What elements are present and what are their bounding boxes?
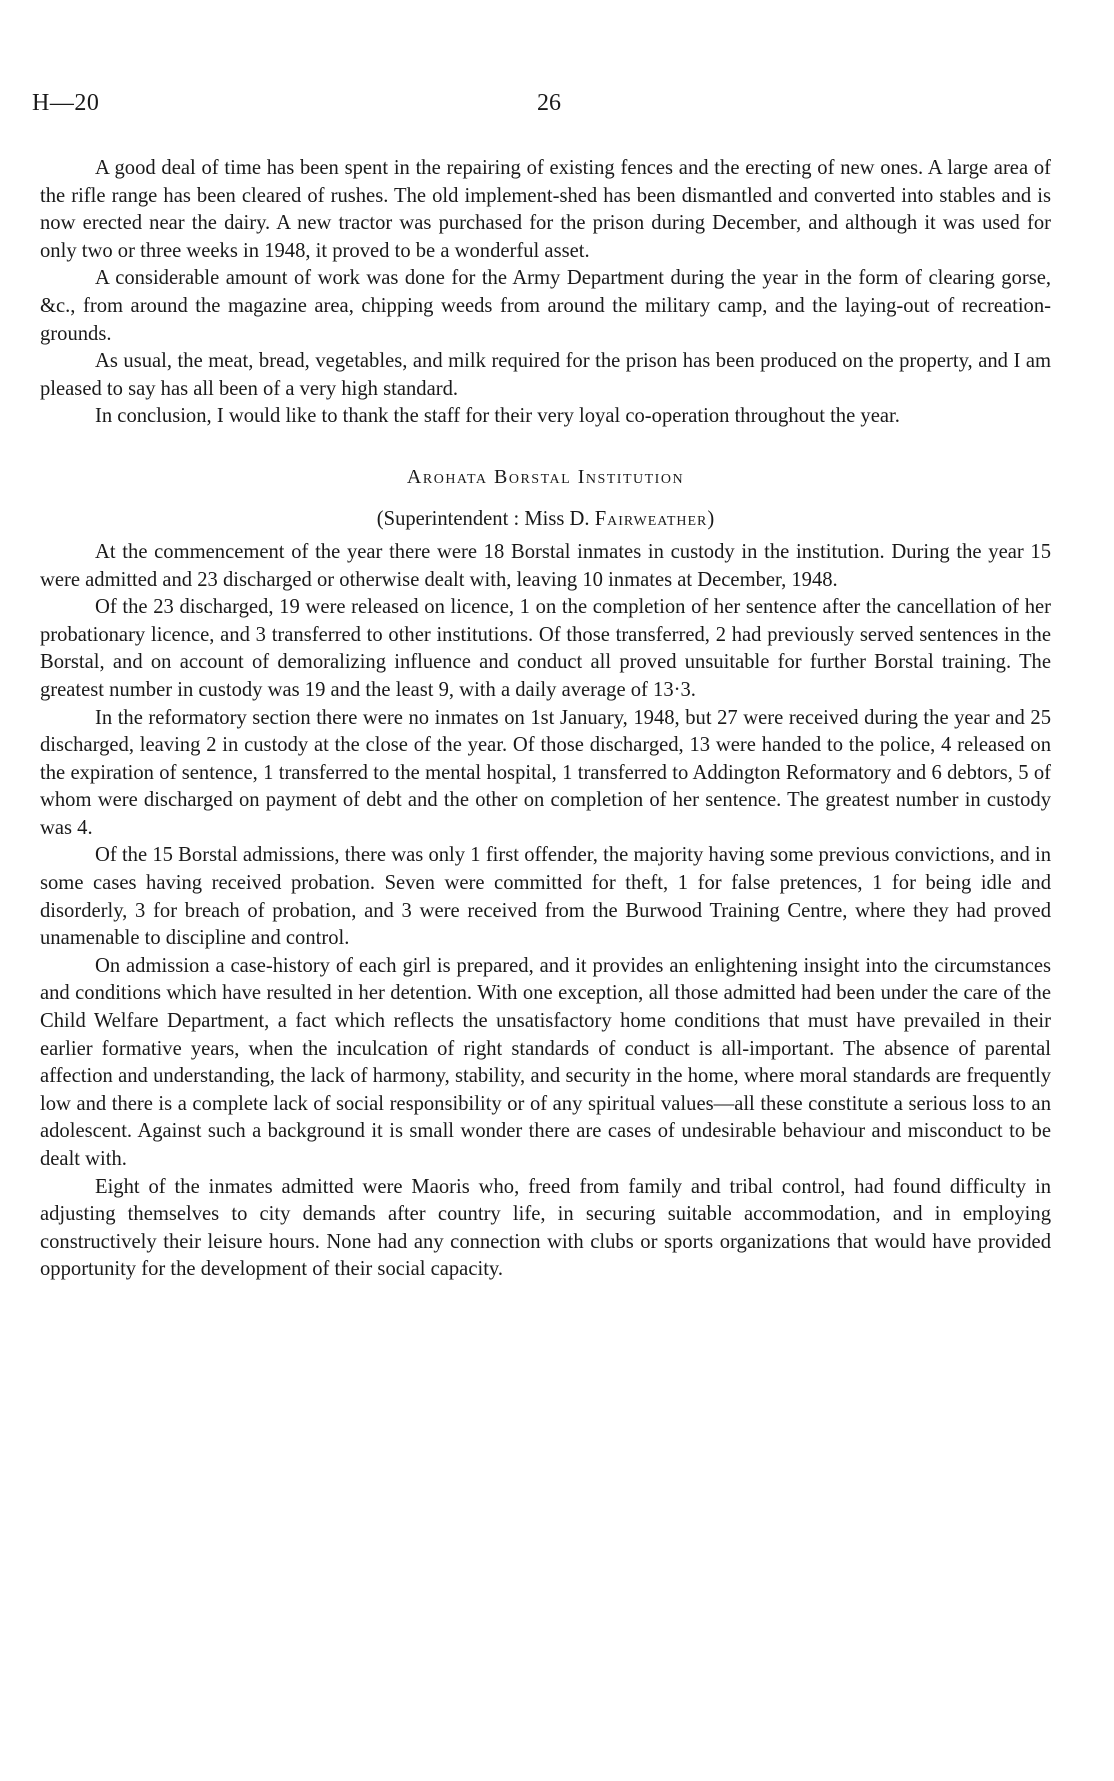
subtitle-suffix: ) [707,507,715,530]
paragraph: On admission a case-history of each girl is prepared, and it provides an enlightening insight into the circumstances and conditions which have resulted in her detention. With one exception, all those admitted had been under the care of the Child Welfare Department, a fact which reflects the unsatisfactory home conditions that must have prevailed in their earlier formative years, when the inculcation of right standards of conduct is all-important. The absence of parental affection and understanding, the lack of harmony, stability, and security in the home, where moral standards are frequently low and there is a complete lack of social responsibility or of any spiritual values—all these constitute a serious loss to an adolescent. Against such a background it is small wonder there are cases of undesirable behaviour and misconduct to be dealt with. [40,954,1051,1170]
paragraph: Eight of the inmates admitted were Maoris who, freed from family and tribal control, had found difficulty in adjusting themselves to city demands after country life, in securing suitable accommodation, and in employing constructively their leisure hours. None had any connection with clubs or sports organizations that would have provided opportunity for the development of their social capacity. [40,1175,1051,1281]
paragraph: A good deal of time has been spent in the repairing of existing fences and the erecting of new ones. A large area of the rifle range has been cleared of rushes. The old implement-shed has been dismantled and converted into stables and is now erected near the dairy. A new tractor was purchased for the prison during December, and although it was used for only two or three weeks in 1948, it proved to be a wonderful asset. [40,157,1051,262]
paragraph: In conclusion, I would like to thank the staff for their very loyal co-operation throughout the year. [95,405,900,428]
section-title: Arohata Borstal Institution [406,465,685,488]
superintendent-name: Fairweather [594,507,708,530]
paragraph: As usual, the meat, bread, vegetables, and milk required for the prison has been produced on the property, and I am pleased to say has all been of a very high standard. [40,350,1051,400]
body-text [40,155,1051,1284]
paragraph: At the commencement of the year there were 18 Borstal inmates in custody in the institution. During the year 15 were admitted and 23 discharged or otherwise dealt with, leaving 10 inmates at December, 1948. [40,540,1051,591]
paragraph: Of the 23 discharged, 19 were released on licence, 1 on the completion of her sentence after the cancellation of her probationary licence, and 3 transferred to other institutions. Of those transferred, 2 had previously served sentences in the Borstal, and on account of demoralizing influence and conduct all proved unsuitable for further Borstal training. The greatest number in custody was 19 and the least 9, with a daily average of 13·3. [40,596,1051,701]
page-header [32,90,1082,124]
document-reference: H—20 [32,90,100,116]
page-number: 26 [537,90,561,116]
paragraph: A considerable amount of work was done for the Army Department during the year in the form of clearing gorse, &c., from around the magazine area, chipping weeds from around the military camp, and the laying-out of recreation-grounds. [40,267,1051,345]
paragraph: Of the 15 Borstal admissions, there was only 1 first offender, the majority having some previous convictions, and in some cases having received probation. Seven were committed for theft, 1 for false pretences, 1 for being idle and disorderly, 3 for breach of probation, and 3 were received from the Burwood Training Centre, where they had proved unamenable to discipline and control. [40,844,1051,950]
section-subtitle [40,505,1051,533]
subtitle-prefix: (Superintendent : Miss D. [376,507,595,530]
paragraph: In the reformatory section there were no inmates on 1st January, 1948, but 27 were received during the year and 25 discharged, leaving 2 in custody at the close of the year. Of those discharged, 13 were handed to the police, 4 released on the expiration of sentence, 1 transferred to the mental hospital, 1 transferred to Addington Reformatory and 6 debtors, 5 of whom were discharged on payment of debt and the other on completion of her sentence. The greatest number in custody was 4. [40,706,1051,839]
